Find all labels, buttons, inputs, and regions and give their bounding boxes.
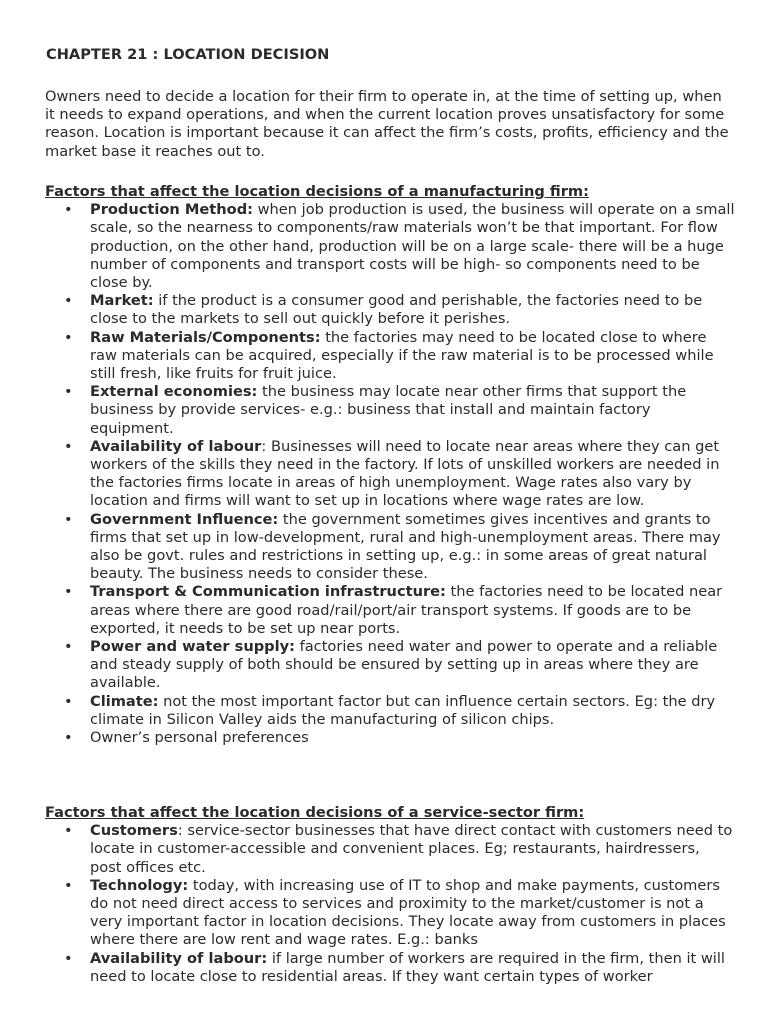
factor-label: Government Influence: [90,510,279,528]
page-title: CHAPTER 21 : LOCATION DECISION [46,46,330,63]
bullet-icon: • [64,729,73,747]
list-item [45,583,735,638]
factor-label: Customers [90,822,178,840]
bullet-icon: • [64,692,73,710]
bullet-icon: • [64,437,73,455]
list-item [45,329,735,384]
service-factor-list [45,822,735,986]
factor-text: Owner’s personal preferences [90,729,309,747]
factor-label: External economies: [90,383,258,401]
factor-text: the business may locate near other firms that support the business by provide services- e.g.: business that install and maintain factory equipment. [90,383,687,437]
factor-label: Availability of labour: [90,949,268,967]
list-item [45,822,735,877]
list-item [45,877,735,950]
factor-text: if large number of workers are required in the firm, then it will need to locate close to residential areas. If they want certain types of worker [90,949,725,985]
list-item [45,438,735,511]
list-item [45,383,735,438]
factor-text: : Businesses will need to locate near areas where they can get workers of the skills they need in the factory. If lots of unskilled workers are needed in the factories firms locate in areas of high unemployment. Wage rates also vary by location and firms will want to set up in locations where wage rates are low. [90,437,720,510]
list-item [45,950,735,986]
factor-text: today, with increasing use of IT to shop and make payments, customers do not need direct access to services and proximity to the market/customer is not a very important factor in location decisions. They locate away from customers in places where there are low rent and wage rates. E.g.: banks [90,876,726,949]
factor-text: not the most important factor but can influence certain sectors. Eg: the dry climate in Silicon Valley aids the manufacturing of silicon chips. [90,692,716,728]
factor-text: when job production is used, the business will operate on a small scale, so the nearness to components/raw materials won’t be that important. For flow production, on the other hand, production will be on a large scale- there will be a huge number of components and transport costs will be high- so components need to be close by. [90,201,735,292]
bullet-icon: • [64,876,73,894]
section-heading: Factors that affect the location decisions of a manufacturing firm: [45,183,589,200]
factor-text: the government sometimes gives incentives and grants to firms that set up in low-development, rural and high-unemployment areas. There may also be govt. rules and restrictions in setting up, e.g.: in some areas of great natural beauty. The business needs to consider these. [90,510,721,583]
factor-text: the factories may need to be located close to where raw materials can be acquired, especially if the raw material is to be processed while still fresh, like fruits for fruit juice. [90,328,714,383]
factor-text: factories need water and power to operate and a reliable and steady supply of both should be ensured by setting up in areas where they are available. [90,638,718,692]
bullet-icon: • [64,292,73,310]
factor-label: Production Method: [90,201,253,219]
manufacturing-section [45,183,735,747]
bullet-icon: • [64,383,73,401]
intro-paragraph: Owners need to decide a location for their firm to operate in, at the time of setting up, when it needs to expand operations, and when the current location proves unsatisfactory for some reason. Location is important because it can affect the firm’s costs, profits, efficiency and the market base it reaches out to. [45,88,729,160]
manufacturing-factor-list [45,201,735,747]
bullet-icon: • [64,328,73,346]
bullet-icon: • [64,510,73,528]
list-item [45,201,735,292]
bullet-icon: • [64,583,73,601]
factor-label: Climate: [90,692,159,710]
bullet-icon: • [64,949,73,967]
factor-label: Technology: [90,876,189,894]
list-item [45,292,735,328]
factor-label: Transport & Communication infrastructure: [90,583,446,601]
bullet-icon: • [64,201,73,219]
factor-label: Market: [90,292,154,310]
list-item [45,729,735,747]
factor-label: Raw Materials/Components: [90,328,321,346]
list-item [45,693,735,729]
bullet-icon: • [64,822,73,840]
factor-text: the factories need to be located near areas where there are good road/rail/port/air transport systems. If goods are to be exported, it needs to be set up near ports. [90,583,723,637]
factor-text: if the product is a consumer good and perishable, the factories need to be close to the markets to sell out quickly before it perishes. [90,292,703,328]
list-item [45,511,735,584]
bullet-icon: • [64,638,73,656]
factor-label: Power and water supply: [90,638,295,656]
list-item [45,638,735,693]
factor-text: : service-sector businesses that have direct contact with customers need to locate in customer-accessible and convenient places. Eg; restaurants, hairdressers, post offices etc. [90,822,733,876]
service-sector-section [45,804,735,986]
section-heading: Factors that affect the location decisions of a service-sector firm: [45,804,585,821]
factor-label: Availability of labour [90,437,262,455]
